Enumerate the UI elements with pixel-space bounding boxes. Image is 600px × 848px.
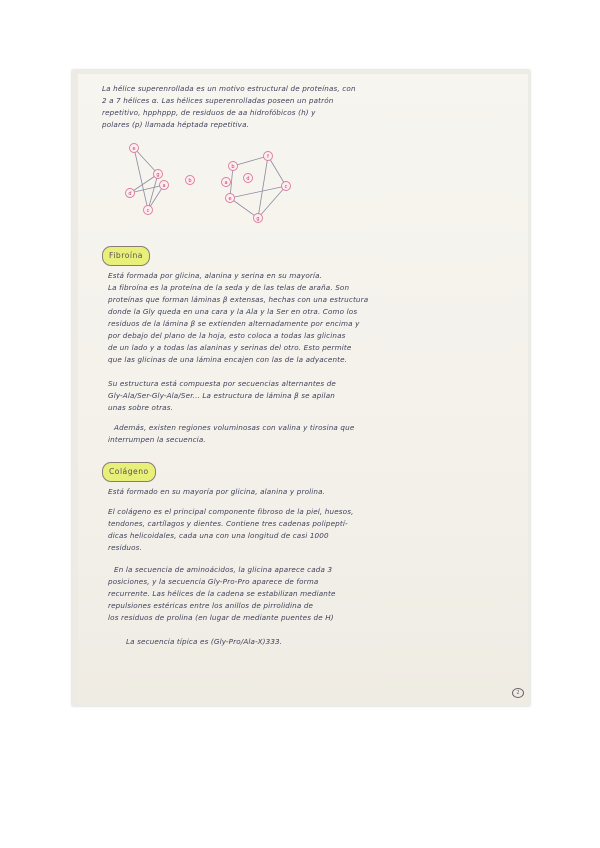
fibroina-line: proteínas que forman láminas β extensas, hechas con una estructura [108, 295, 369, 304]
intro-line: La hélice superenrollada es un motivo estructural de proteínas, con [102, 84, 356, 93]
node-label: d [128, 190, 132, 197]
intro-line: repetitivo, hpphppp, de residuos de aa hidrofóbicos (h) y [102, 108, 316, 117]
node-label: e [228, 195, 232, 202]
fibroina-line: Gly-Ala/Ser-Gly-Ala/Ser... La estructura de lámina β se apilan [108, 391, 335, 400]
colageno-line: los residuos de prolina (en lugar de mediante puentes de H) [108, 613, 334, 622]
helical-wheel-diagram [108, 138, 308, 238]
fibroina-line: La fibroína es la proteína de la seda y de las telas de araña. Son [108, 283, 350, 292]
node-label: c [284, 183, 288, 190]
colageno-heading: Colágeno [102, 462, 156, 482]
node-label: e [132, 145, 136, 152]
colageno-line: En la secuencia de aminoácidos, la glicina aparece cada 3 [114, 565, 333, 574]
fibroina-line: por debajo del plano de la hoja, esto coloca a todas las glicinas [108, 331, 346, 340]
colageno-line: La secuencia típica es (Gly-Pro/Ala-X)333. [126, 637, 283, 646]
fibroina-line: unas sobre otras. [108, 403, 174, 412]
colageno-line: posiciones, y la secuencia Gly-Pro-Pro aparece de forma [108, 577, 319, 586]
colageno-line: tendones, cartílagos y dientes. Contiene tres cadenas polipeptí- [108, 519, 348, 528]
intro-line: polares (p) llamada héptada repetitiva. [102, 120, 250, 129]
colageno-line: residuos. [108, 543, 143, 552]
fibroina-line: de un lado y a todas las alaninas y serinas del otro. Esto permite [108, 343, 352, 352]
left-wheel-edges [130, 145, 164, 210]
fibroina-line: interrumpen la secuencia. [108, 435, 206, 444]
fibroina-line: donde la Gly queda en una cara y la Ala y la Ser en otra. Como los [108, 307, 358, 316]
node-label: a [224, 179, 228, 186]
colageno-line: dicas helicoidales, cada una con una longitud de casi 1000 [108, 531, 329, 540]
intro-line: 2 a 7 hélices α. Las hélices superenrolladas poseen un patrón [102, 96, 334, 105]
colageno-line: El colágeno es el principal componente fibroso de la piel, huesos, [108, 507, 354, 516]
node-label: b [188, 177, 192, 184]
fibroina-line: residuos de la lámina β se extienden alternadamente por encima y [108, 319, 360, 328]
node-label: b [231, 163, 235, 170]
node-label: g [156, 171, 160, 178]
node-label: f [267, 153, 269, 160]
fibroina-line: Su estructura está compuesta por secuencias alternantes de [108, 379, 336, 388]
page-number: 2 [512, 688, 524, 698]
scanned-photo [72, 70, 530, 706]
right-wheel-edges [230, 153, 286, 218]
notebook-page [78, 74, 528, 704]
node-label: a [162, 182, 166, 189]
fibroina-heading: Fibroína [102, 246, 150, 266]
fibroina-line: Está formada por glicina, alanina y serina en su mayoría. [108, 271, 323, 280]
fibroina-line: que las glicinas de una lámina encajen con las de la adyacente. [108, 355, 348, 364]
colageno-line: Está formado en su mayoría por glicina, alanina y prolina. [108, 487, 326, 496]
node-label: d [246, 175, 250, 182]
fibroina-line: Además, existen regiones voluminosas con valina y tirosina que [114, 423, 355, 432]
node-label: g [256, 215, 260, 222]
node-label: c [146, 207, 150, 214]
colageno-line: recurrente. Las hélices de la cadena se estabilizan mediante [108, 589, 336, 598]
colageno-line: repulsiones estéricas entre los anillos de pirrolidina de [108, 601, 314, 610]
